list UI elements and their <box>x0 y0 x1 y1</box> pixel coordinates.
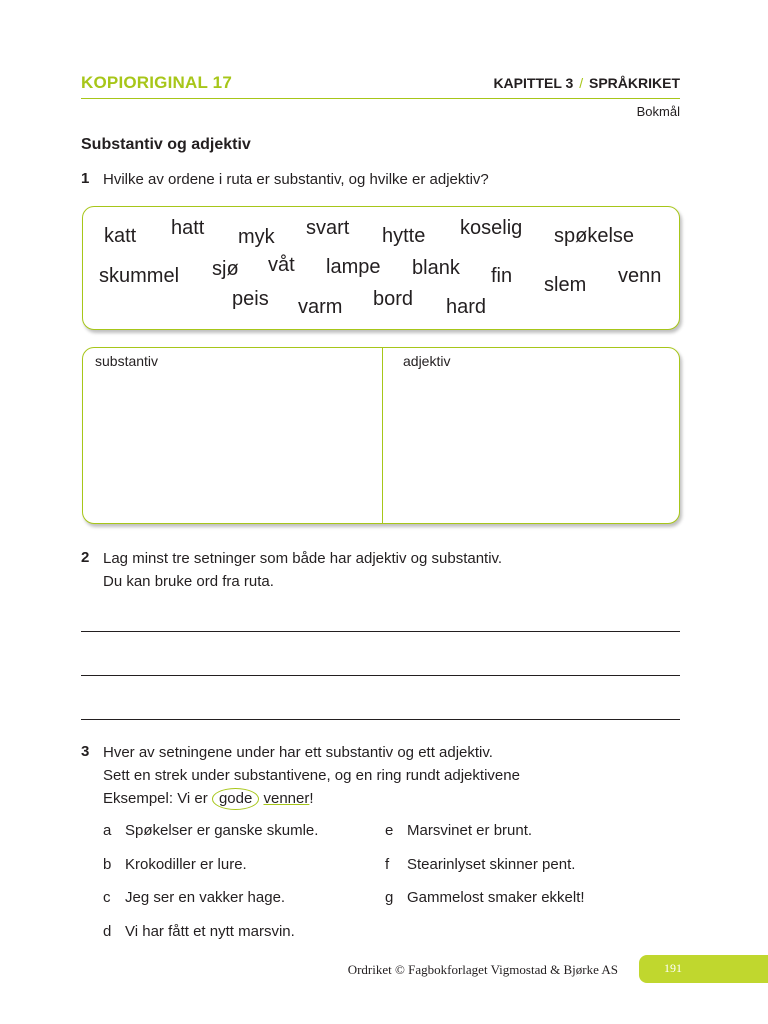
question-3-line-1: Hver av setningene under har ett substantiv og ett adjektiv. <box>103 744 493 761</box>
question-2-number: 2 <box>81 549 90 566</box>
item-letter: a <box>103 822 112 839</box>
answer-divider <box>382 348 383 523</box>
writing-line[interactable] <box>81 719 680 720</box>
word: hytte <box>382 225 426 247</box>
item-letter: f <box>385 856 390 873</box>
item-sentence: Jeg ser en vakker hage. <box>125 889 286 906</box>
item-sentence: Vi har fått et nytt marsvin. <box>125 923 295 940</box>
word: bord <box>373 288 414 310</box>
question-2-line-1: Lag minst tre setninger som både har adjektiv og substantiv. <box>103 550 503 567</box>
word: lampe <box>326 256 381 278</box>
item-letter: c <box>103 889 111 906</box>
header-chapter <box>493 75 680 91</box>
writing-line[interactable] <box>81 675 680 676</box>
footer-copyright: Ordriket © Fagbokforlaget Vigmostad & Bjørke AS <box>347 962 618 977</box>
header-rule <box>81 98 680 99</box>
word: hard <box>446 296 487 318</box>
word: venn <box>618 265 662 287</box>
word: hatt <box>171 217 205 239</box>
word: blank <box>412 257 460 279</box>
item-letter: e <box>385 822 394 839</box>
example-adjective-ring: gode <box>212 788 259 810</box>
word: sjø <box>212 258 239 280</box>
question-3-example <box>103 787 314 810</box>
word: skummel <box>99 265 180 287</box>
word: koselig <box>460 217 523 239</box>
item-sentence: Krokodiller er lure. <box>125 856 247 873</box>
chapter-label: KAPITTEL 3 <box>493 75 574 91</box>
example-noun-underline: venner <box>263 790 310 807</box>
example-prefix: Eksempel: Vi er <box>103 790 208 807</box>
item-letter: d <box>103 923 112 940</box>
word: våt <box>268 254 295 276</box>
word: svart <box>306 217 350 239</box>
item-sentence: Marsvinet er brunt. <box>407 822 533 839</box>
item-letter: g <box>385 889 394 906</box>
word: varm <box>298 296 343 318</box>
question-2-line-2: Du kan bruke ord fra ruta. <box>103 573 274 590</box>
question-3-line-2: Sett en strek under substantivene, og en ring rundt adjektivene <box>103 767 520 784</box>
section-label: SPRÅKRIKET <box>588 75 680 91</box>
writing-line[interactable] <box>81 631 680 632</box>
word: katt <box>104 225 137 247</box>
question-1-text: Hvilke av ordene i ruta er substantiv, og hvilke er adjektiv? <box>103 171 489 188</box>
example-suffix: ! <box>309 790 314 807</box>
substantiv-column-label: substantiv <box>95 353 159 369</box>
page-number-tab <box>639 955 768 983</box>
word: fin <box>491 265 513 287</box>
adjektiv-column-label: adjektiv <box>403 353 451 369</box>
item-letter: b <box>103 856 112 873</box>
item-sentence: Spøkelser er ganske skumle. <box>125 822 319 839</box>
question-1-number: 1 <box>81 170 90 187</box>
header-separator: / <box>579 75 584 91</box>
answer-box <box>82 347 680 524</box>
item-sentence: Stearinlyset skinner pent. <box>407 856 576 873</box>
word: myk <box>238 226 275 248</box>
page-title: Substantiv og adjektiv <box>81 136 251 153</box>
header-series-title: KOPIORIGINAL 17 <box>81 73 232 92</box>
word: peis <box>232 288 269 310</box>
word-box <box>82 206 680 330</box>
page-number: 191 <box>664 961 682 975</box>
word: slem <box>544 274 587 296</box>
item-sentence: Gammelost smaker ekkelt! <box>407 889 585 906</box>
language-label: Bokmål <box>636 104 680 119</box>
word: spøkelse <box>554 225 635 247</box>
question-3-number: 3 <box>81 743 90 760</box>
